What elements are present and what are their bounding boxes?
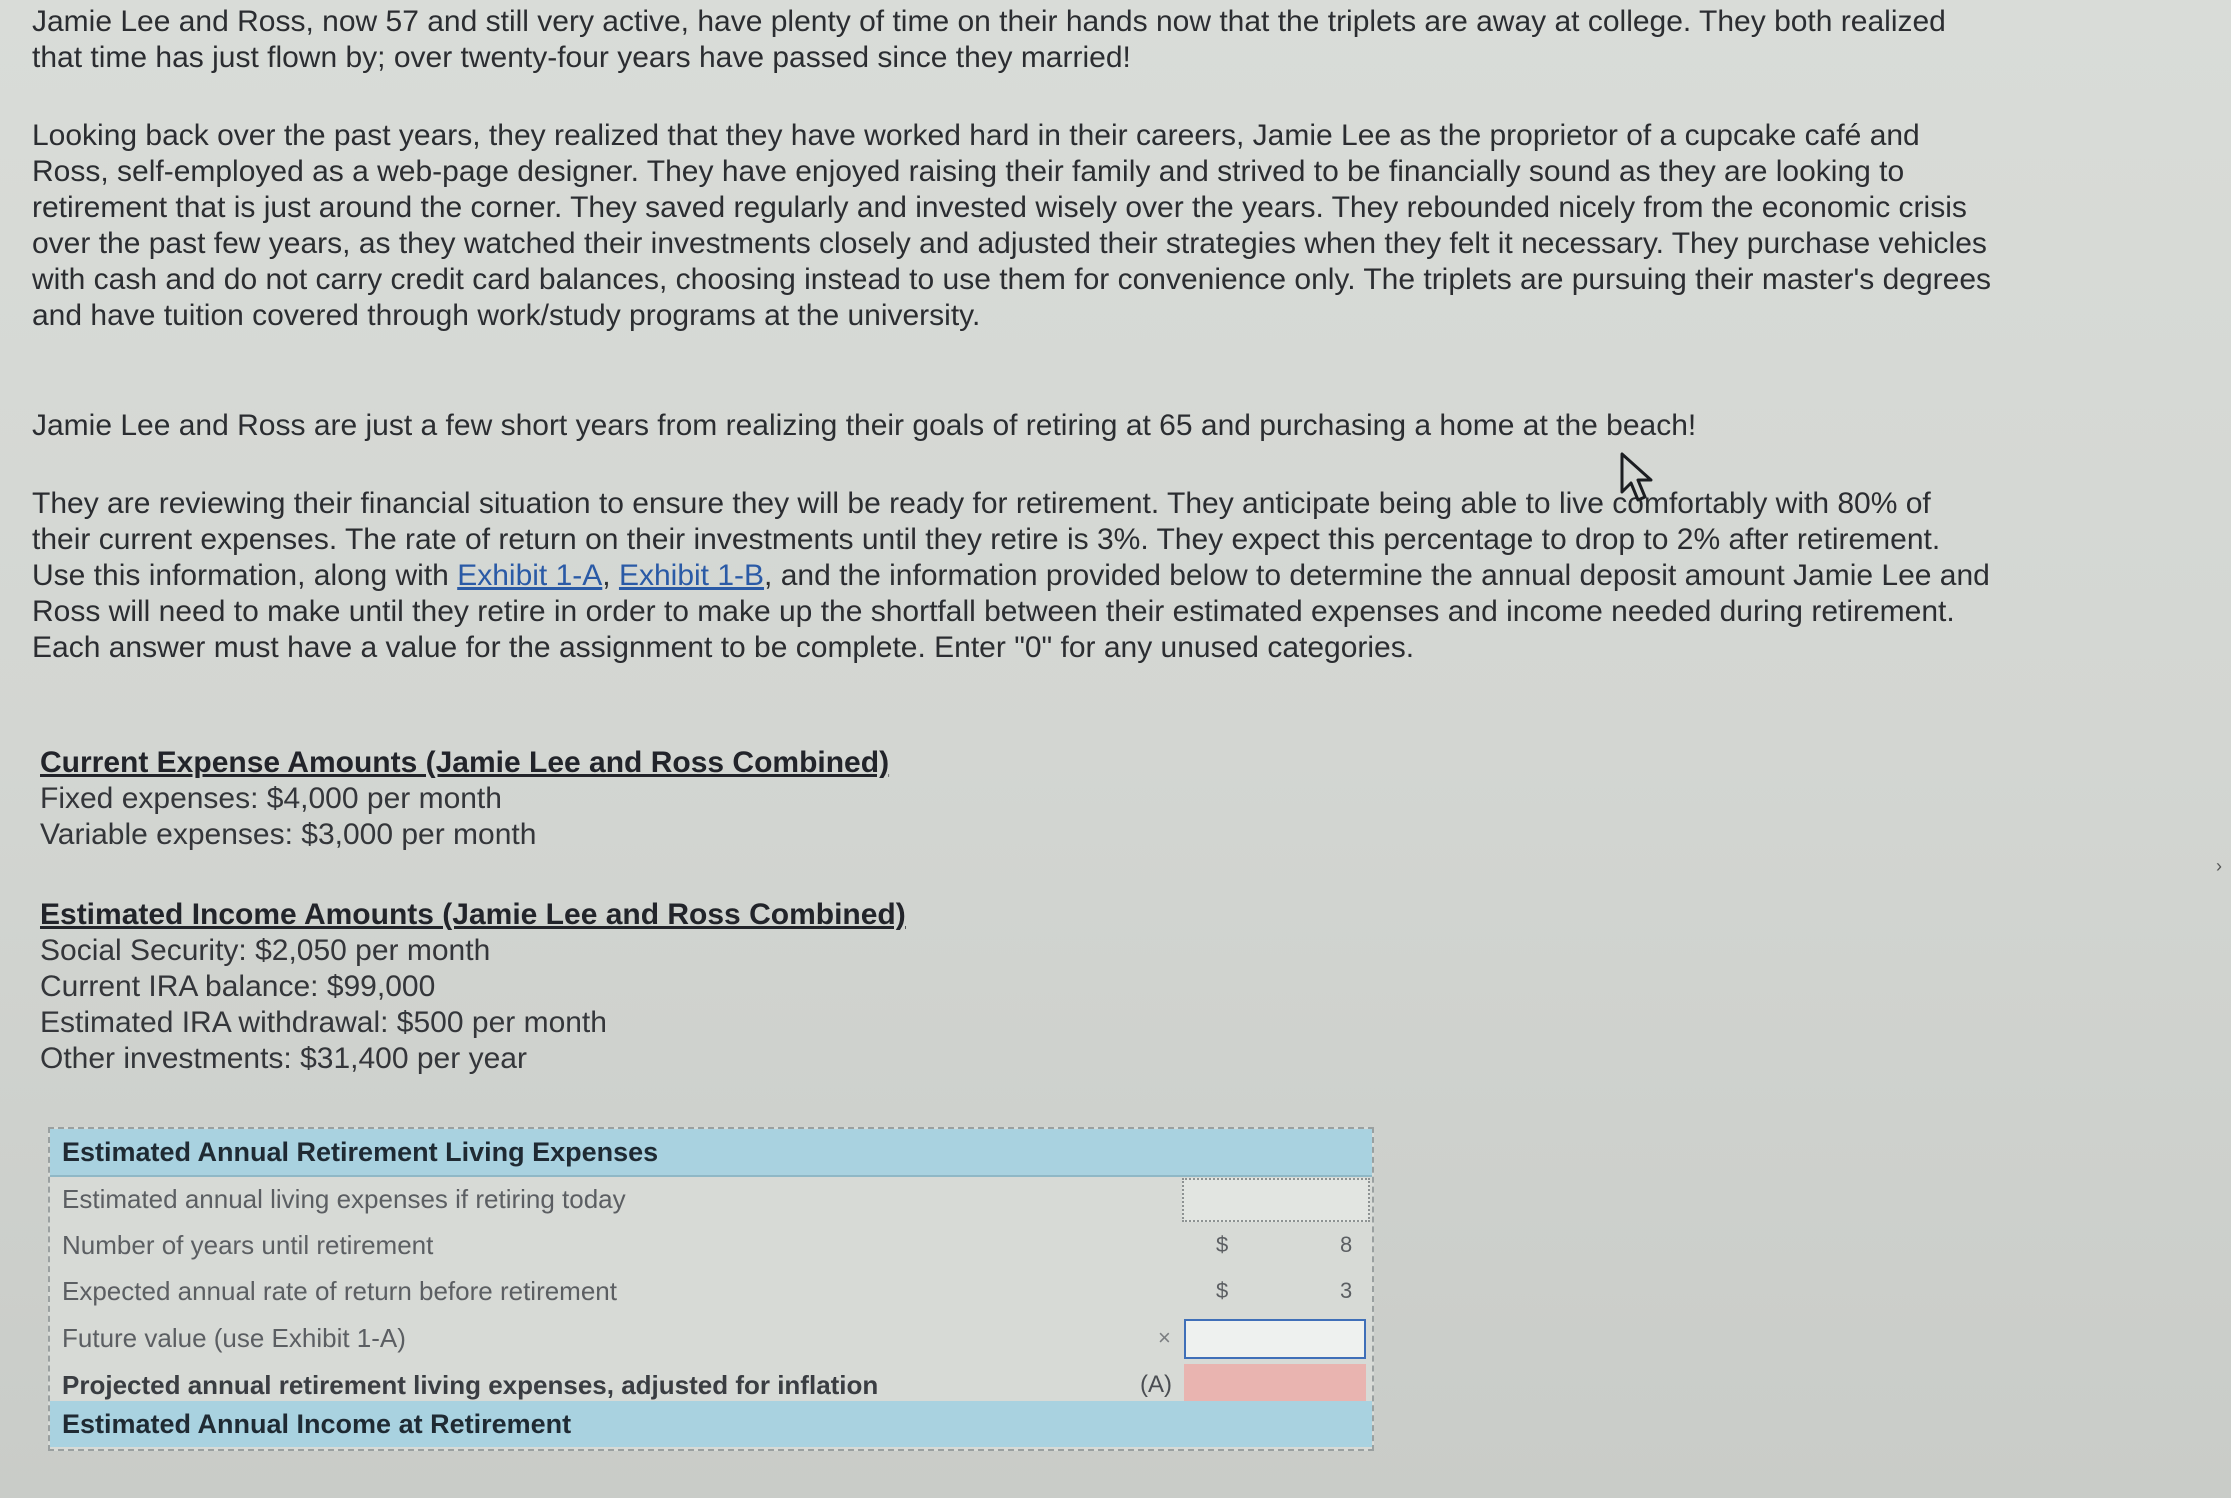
years-until-retirement-label: Number of years until retirement bbox=[62, 1230, 434, 1260]
retirement-worksheet-table bbox=[48, 1127, 1374, 1451]
ira-withdrawal-line: Estimated IRA withdrawal: $500 per month bbox=[40, 1006, 607, 1039]
table-row bbox=[50, 1176, 1372, 1222]
row-marker-a: (A) bbox=[1140, 1371, 1172, 1398]
table-row bbox=[50, 1268, 1372, 1314]
projected-expenses-result-cell[interactable] bbox=[1184, 1364, 1366, 1406]
estimated-income-heading: Estimated Income Amounts (Jamie Lee and Ross Combined) bbox=[40, 898, 906, 931]
projected-expenses-label: Projected annual retirement living expenses, adjusted for inflation bbox=[62, 1370, 879, 1400]
mouse-pointer-icon bbox=[1618, 452, 1658, 506]
rate-dollar-sign: $ bbox=[1216, 1278, 1229, 1303]
table-section-row bbox=[50, 1401, 1372, 1447]
exhibit-1a-link[interactable]: Exhibit 1-A bbox=[457, 559, 603, 592]
instructions-separator: , bbox=[602, 559, 619, 592]
future-value-label: Future value (use Exhibit 1-A) bbox=[62, 1323, 406, 1353]
ira-balance-line: Current IRA balance: $99,000 bbox=[40, 970, 436, 1003]
living-expenses-today-input[interactable] bbox=[1182, 1178, 1370, 1222]
social-security-line: Social Security: $2,050 per month bbox=[40, 934, 491, 967]
table-header-label: Estimated Annual Retirement Living Expenses bbox=[62, 1137, 659, 1167]
estimated-income-retirement-label: Estimated Annual Income at Retirement bbox=[62, 1409, 572, 1439]
years-until-retirement-value: 8 bbox=[1340, 1232, 1353, 1257]
other-investments-line: Other investments: $31,400 per year bbox=[40, 1042, 527, 1075]
variable-expenses-line: Variable expenses: $3,000 per month bbox=[40, 818, 537, 851]
current-expenses-section bbox=[40, 745, 889, 853]
years-dollar-sign: $ bbox=[1216, 1232, 1229, 1257]
rate-of-return-value: 3 bbox=[1340, 1278, 1353, 1303]
instructions-paragraph bbox=[32, 486, 1992, 666]
living-expenses-today-label: Estimated annual living expenses if retiring today bbox=[62, 1184, 626, 1214]
edge-artifact: › bbox=[2216, 856, 2222, 876]
current-expenses-heading: Current Expense Amounts (Jamie Lee and Ross Combined) bbox=[40, 746, 890, 779]
multiply-operator: × bbox=[1158, 1325, 1171, 1350]
estimated-income-section bbox=[40, 897, 906, 1077]
instructions-text-start: They are reviewing their financial situation to ensure they will be ready for retirement. They anticipate being able to live comfortably with 80% of their current expenses. The rate of return on their investments until they retire is 3%. They expect this percentage to drop to 2% after retirement. Use this information, along with bbox=[32, 487, 1941, 592]
instructions-text-end: , and the information provided below to determine the annual deposit amount Jamie Lee and Ross will need to make until they retire in order to make up the shortfall between their estimated expenses and income needed during retirement. Each answer must have a value for the assignment to be complete. Enter "0" for any unused categories. bbox=[32, 559, 1990, 664]
table-row bbox=[50, 1315, 1372, 1361]
exhibit-1b-link[interactable]: Exhibit 1-B bbox=[618, 559, 765, 592]
goals-paragraph: Jamie Lee and Ross are just a few short years from realizing their goals of retiring at 65 and purchasing a home at the beach! bbox=[32, 409, 1697, 442]
table-header-row bbox=[50, 1129, 1372, 1177]
table-row bbox=[50, 1222, 1372, 1268]
future-value-input[interactable] bbox=[1184, 1319, 1366, 1359]
intro-paragraph: Jamie Lee and Ross, now 57 and still very active, have plenty of time on their hands now that the triplets are away at college. They both realized that time has just flown by; over twenty-four years have passed since they married! bbox=[32, 5, 1946, 74]
fixed-expenses-line: Fixed expenses: $4,000 per month bbox=[40, 782, 502, 815]
rate-of-return-label: Expected annual rate of return before retirement bbox=[62, 1276, 617, 1306]
background-paragraph: Looking back over the past years, they realized that they have worked hard in their careers, Jamie Lee as the proprietor of a cupcake café and Ross, self-employed as a web-page designer. They have enjoyed raising their family and strived to be financially sound as they are looking to retirement that is just around the corner. They saved regularly and invested wisely over the years. They rebounded nicely from the economic crisis over the past few years, as they watched their investments closely and adjusted their strategies when they felt it necessary. They purchase vehicles with cash and do not carry credit card balances, choosing instead to use them for convenience only. The triplets are pursuing their master's degrees and have tuition covered through work/study programs at the university. bbox=[32, 119, 1992, 332]
